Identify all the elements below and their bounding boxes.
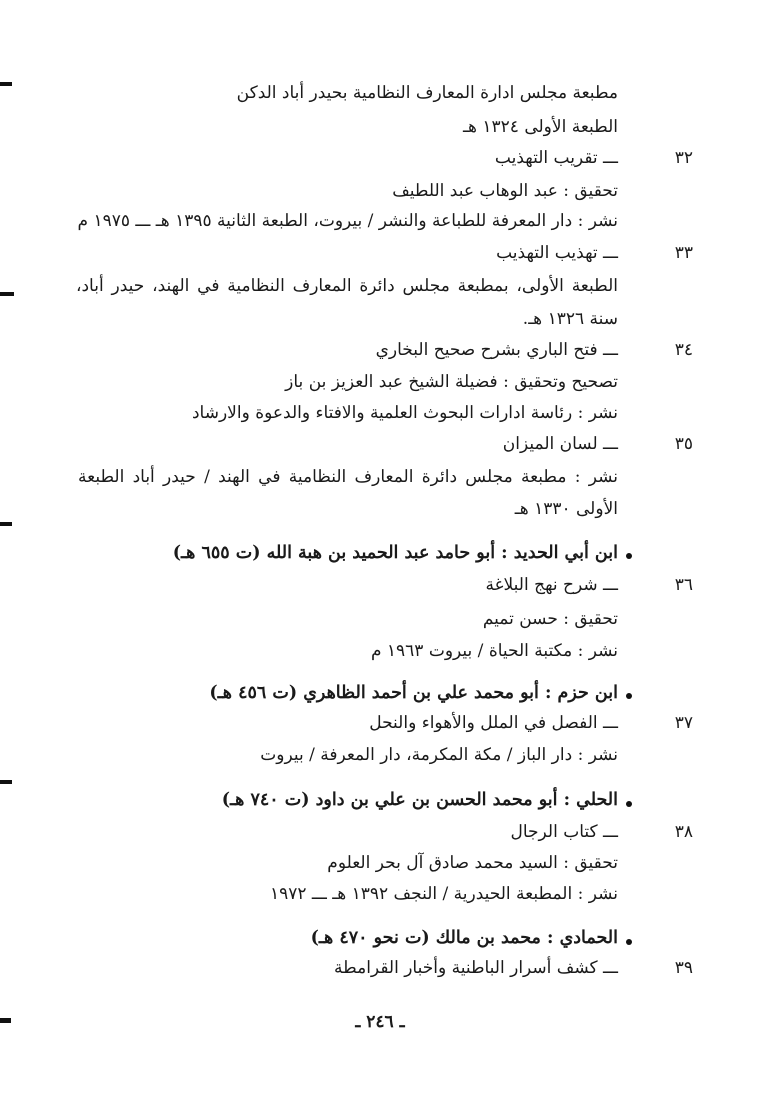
- bullet-icon: [626, 939, 632, 945]
- text-line: تحقيق : عبد الوهاب عبد اللطيف: [392, 181, 618, 201]
- text-line: نشر : المطبعة الحيدرية / النجف ١٣٩٢ هـ ـــ ١٩٧٢: [269, 884, 618, 904]
- text-line: الطبعة الأولى، بمطبعة مجلس دائرة المعارف النظامية في الهند، حيدر أباد،: [76, 276, 618, 296]
- text-line: نشر : رئاسة ادارات البحوث العلمية والافتاء والدعوة والارشاد: [191, 403, 618, 423]
- text-line: مطبعة مجلس ادارة المعارف النظامية بحيدر أباد الدكن: [236, 83, 618, 103]
- author-heading: ابن حزم : أبو محمد علي بن أحمد الظاهري (ت ٤٥٦ هـ): [209, 683, 618, 703]
- author-heading: الحمادي : محمد بن مالك (ت نحو ٤٧٠ هـ): [310, 928, 618, 948]
- bullet-icon: [626, 553, 632, 559]
- entry-title: ـــ كشف أسرار الباطنية وأخبار القرامطة: [334, 958, 618, 978]
- text-line: نشر : مطبعة مجلس دائرة المعارف النظامية في الهند / حيدر أباد الطبعة: [78, 467, 618, 487]
- text-line: سنة ١٣٢٦ هـ.: [522, 309, 618, 329]
- entry-number: ٣٤: [674, 340, 693, 360]
- text-line: نشر : مكتبة الحياة / بيروت ١٩٦٣ م: [370, 641, 618, 661]
- entry-number: ٣٦: [674, 575, 693, 595]
- entry-title: ـــ فتح الباري بشرح صحيح البخاري: [375, 340, 618, 360]
- entry-title: ـــ تهذيب التهذيب: [496, 243, 618, 263]
- text-line: تحقيق : حسن تميم: [482, 609, 618, 629]
- bullet-icon: [626, 693, 632, 699]
- text-line: تصحيح وتحقيق : فضيلة الشيخ عبد العزيز بن باز: [285, 372, 618, 392]
- text-line: الأولى ١٣٣٠ هـ: [514, 499, 618, 519]
- page-number: ـ ٢٤٦ ـ: [355, 1012, 405, 1032]
- text-line: الطبعة الأولى ١٣٢٤ هـ: [463, 117, 618, 137]
- text-line: تحقيق : السيد محمد صادق آل بحر العلوم: [327, 853, 618, 873]
- entry-title: ـــ الفصل في الملل والأهواء والنحل: [369, 713, 618, 733]
- entry-title: ـــ كتاب الرجال: [510, 822, 618, 842]
- text-line: نشر : دار المعرفة للطباعة والنشر / بيروت، الطبعة الثانية ١٣٩٥ هـ ـــ ١٩٧٥ م: [77, 211, 618, 231]
- author-heading: الحلي : أبو محمد الحسن بن علي بن داود (ت ٧٤٠ هـ): [221, 790, 618, 810]
- entry-number: ٣٢: [674, 148, 693, 168]
- entry-number: ٣٣: [674, 243, 693, 263]
- scan-mark: [0, 780, 12, 784]
- scan-mark: [0, 82, 12, 86]
- entry-number: ٣٩: [674, 958, 693, 978]
- entry-number: ٣٥: [674, 434, 693, 454]
- entry-title: ـــ شرح نهج البلاغة: [485, 575, 618, 595]
- entry-title: ـــ تقريب التهذيب: [494, 148, 618, 168]
- text-line: نشر : دار الباز / مكة المكرمة، دار المعرفة / بيروت: [260, 745, 618, 765]
- bullet-icon: [626, 801, 632, 807]
- author-heading: ابن أبي الحديد : أبو حامد عبد الحميد بن هبة الله (ت ٦٥٥ هـ): [172, 543, 618, 563]
- scan-mark: [0, 522, 12, 526]
- entry-number: ٣٨: [674, 822, 693, 842]
- entry-number: ٣٧: [674, 713, 693, 733]
- scan-mark: [0, 1018, 11, 1023]
- entry-title: ـــ لسان الميزان: [502, 434, 618, 454]
- scan-mark: [0, 292, 14, 296]
